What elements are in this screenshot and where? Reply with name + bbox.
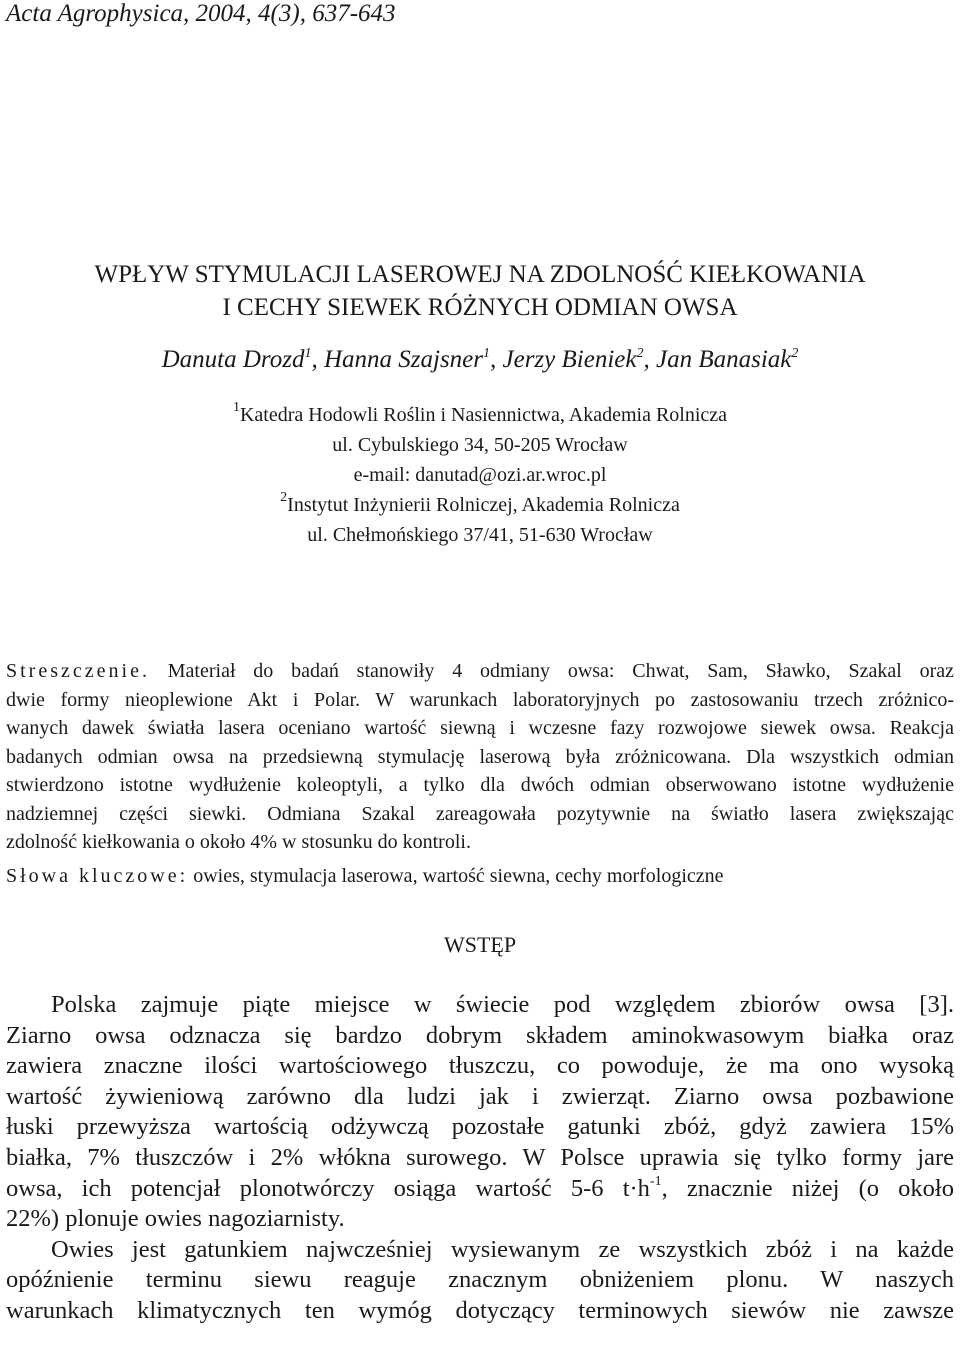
paragraph-line: 22%) plonuje owies nagoziarnisty. <box>6 1205 345 1233</box>
affiliation-marker: 1 <box>483 346 491 361</box>
affiliation-line: ul. Cybulskiego 34, 50-205 Wrocław <box>332 434 628 456</box>
title-line-2: I CECHY SIEWEK RÓŻNYCH ODMIAN OWSA <box>222 294 738 321</box>
affiliation-text: Katedra Hodowli Roślin i Nasiennictwa, Akademia Rolnicza <box>239 404 728 426</box>
author-list <box>0 344 960 376</box>
article-title <box>0 258 960 324</box>
abstract-line: badanych odmian owsa na przedsiewną stymulację laserową była zróżnicowana. Dla wszystkich odmian <box>6 745 954 768</box>
affiliation-marker: 2 <box>636 346 644 361</box>
paragraph-line: opóźnienie terminu siewu reaguje znacznym obniżeniem plonu. W naszych <box>6 1266 954 1294</box>
email-line: e-mail: danutad@ozi.ar.wroc.pl <box>353 464 607 486</box>
author-name: , Jerzy Bieniek <box>490 346 637 373</box>
abstract-label: Streszczenie. <box>6 660 150 682</box>
abstract-line: nadziemnej części siewki. Odmiana Szakal zareagowała pozytywnie na światło lasera zwiększając <box>6 802 954 825</box>
keywords-label: Słowa kluczowe: <box>6 865 189 887</box>
affiliation-line <box>0 400 960 430</box>
author-name: , Jan Banasiak <box>643 346 792 373</box>
abstract-line: dwie formy nieoplewione Akt i Polar. W warunkach laboratoryjnych po zastosowaniu trzech zróżnico- <box>6 688 954 711</box>
paragraph-line: Owies jest gatunkiem najwcześniej wysiewanym ze wszystkich zbóż i na każde <box>51 1235 954 1263</box>
affiliations <box>0 400 960 550</box>
journal-citation: Acta Agrophysica, 2004, 4(3), 637-643 <box>6 0 396 27</box>
abstract-line: stwierdzono istotne wydłużenie koleoptyli, a tylko dla dwóch odmian obserwowano istotne wydłużenie <box>6 774 954 796</box>
abstract-text: Materiał do badań stanowiły 4 odmiany owsa: Chwat, Sam, Sławko, Szakal oraz <box>149 660 954 682</box>
paragraph-line: zawiera znaczne ilości wartościowego tłuszczu, co powoduje, że ma ono wysoką <box>6 1052 954 1080</box>
paragraph-line: Ziarno owsa odznacza się bardzo dobrym składem aminokwasowym białka oraz <box>6 1021 954 1049</box>
affiliation-text: Instytut Inżynierii Rolniczej, Akademia Rolnicza <box>287 494 680 516</box>
paragraph-line: białka, 7% tłuszczów i 2% włókna surowego. W Polsce uprawia się tylko formy jare <box>6 1143 954 1171</box>
paragraph-line: Polska zajmuje piąte miejsce w świecie pod względem zbiorów owsa [3]. <box>51 991 954 1018</box>
exponent: -1 <box>649 1173 662 1189</box>
body-text <box>6 990 954 1327</box>
paragraph-text: owsa, ich potencjał plonotwórczy osiąga wartość 5-6 t·h <box>6 1174 650 1202</box>
author-name: , Hanna Szajsner <box>311 346 484 373</box>
paragraph-line: warunkach klimatycznych ten wymóg dotyczący terminowych siewów nie zawsze <box>6 1296 954 1324</box>
affiliation-marker: 1 <box>304 346 312 361</box>
paragraph-line: łuski przewyższa wartością odżywczą pozostałe gatunki zbóż, gdyż zawiera 15% <box>6 1113 954 1141</box>
keywords-text: owies, stymulacja laserowa, wartość siewna, cechy morfologiczne <box>188 865 724 887</box>
affiliation-marker: 2 <box>791 346 799 361</box>
abstract-line <box>6 657 954 686</box>
affiliation-marker: 1 <box>232 400 240 415</box>
affiliation-line: ul. Chełmońskiego 37/41, 51-630 Wrocław <box>307 524 653 546</box>
paragraph-line <box>6 1174 954 1205</box>
affiliation-line <box>0 490 960 520</box>
author-name: Danuta Drozd <box>161 346 305 373</box>
section-heading: WSTĘP <box>443 932 517 957</box>
affiliation-marker: 2 <box>280 490 288 505</box>
paragraph-line: wartość żywieniową zarówno dla ludzi jak i zwierząt. Ziarno owsa pozbawione <box>6 1082 954 1110</box>
keywords <box>6 862 954 890</box>
paragraph-text: , znacznie niżej (o około <box>661 1174 954 1202</box>
abstract-line: wanych dawek światła lasera oceniano wartość siewną i wczesne fazy rozwojowe siewek owsa. Reakcja <box>6 717 954 739</box>
title-line-1: WPŁYW STYMULACJI LASEROWEJ NA ZDOLNOŚĆ KIEŁKOWANIA <box>94 261 866 288</box>
abstract-line: zdolność kiełkowania o około 4% w stosunku do kontroli. <box>6 831 471 853</box>
abstract <box>6 657 954 857</box>
